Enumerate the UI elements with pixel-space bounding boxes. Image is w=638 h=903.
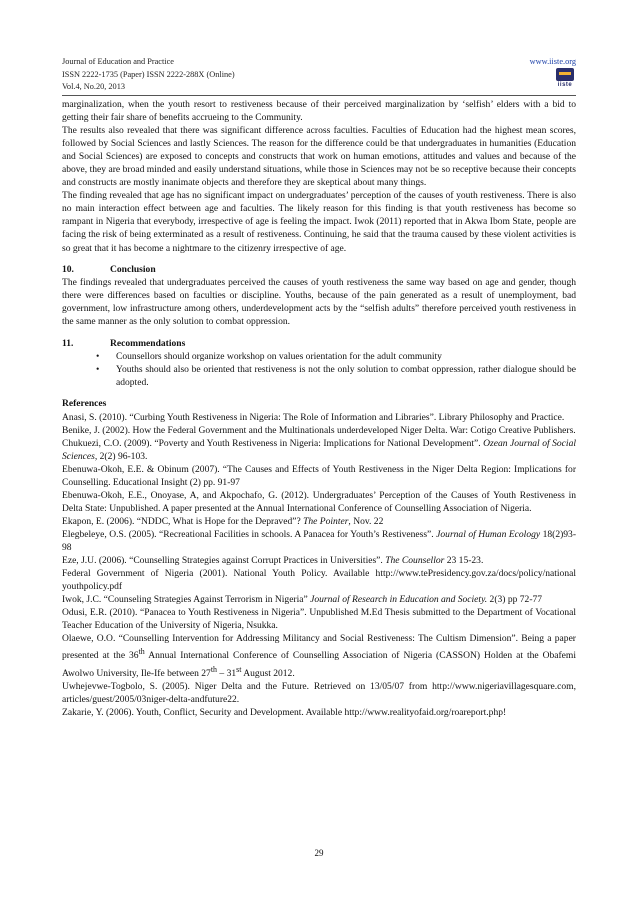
reference-entry: Iwok, J.C. “Counseling Strategies Against Terrorism in Nigeria” Journal of Research in Education and Society. 2(3) pp 72-77 [62,594,543,606]
website-link[interactable]: www.iiste.org [529,57,576,66]
reference-list [62,411,576,719]
reference-entry: Elegbeleye, O.S. (2005). “Recreational Facilities in schools. A Panacea for Youth’s Restiveness”. Journal of Human Ecology 18(2)93-98 [62,528,576,553]
reference-entry: Anasi, S. (2010). “Curbing Youth Restiveness in Nigeria: The Role of Information and Libraries”. Library Philosophy and Practice. [62,411,565,423]
body-paragraph-3: The finding revealed that age has no significant impact on undergraduates’ perception of the causes of youth restiveness. There is also no main interaction effect between age and faculties. The likely reason for this finding is that youth restiveness has become so rampant in Nigeria that everybody, irrespective of age is feeling the impact. Iwok (2011) reported that in Akwa Ibom State, people are facing the risk of being exterminated as a result of restiveness. Continuing, he said that the trauma caused by these violent activities is so great that it has become a nightmare to the citizenry irrespective of age. [62,190,576,254]
body-paragraph-1: marginalization, when the youth resort to restiveness because of their perceived marginalization by ‘selfish’ elders with a bid to getting their fair share of benefits accrueing to the Community. [62,99,576,124]
issn-line: ISSN 2222-1735 (Paper) ISSN 2222-288X (Online) [62,69,235,79]
reference-entry: Eze, J.U. (2006). “Counselling Strategies against Corrupt Practices in Universities”. The Counsellor 23 15-23. [62,555,484,567]
logo-text: iiste [557,82,573,88]
volume-line: Vol.4, No.20, 2013 [62,82,125,91]
reference-entry: Zakarie, Y. (2006). Youth, Conflict, Security and Development. Available http://www.realityofaid.org/roareport.php! [62,706,507,718]
logo-mark-icon [556,68,574,81]
section-number: 10. [62,264,74,276]
reference-entry: Chukuezi, C.O. (2009). “Poverty and Youth Restiveness in Nigeria: Implications for National Development”. Ozean Journal of Social Sciences, 2(2) 96-103. [62,437,576,462]
running-header [62,56,576,94]
reference-entry: Ekapon, E. (2006). “NDDC, What is Hope for the Depraved”? The Pointer, Nov. 22 [62,515,384,527]
header-divider [62,95,576,96]
reference-entry: Ebenuwa-Okoh, E.E. & Obinum (2007). “The Causes and Effects of Youth Restiveness in the Niger Delta Region: Implications for Counselling. Educational Insight (2) pp. 91-97 [62,463,576,488]
reference-entry: Ebenuwa-Okoh, E.E., Onoyase, A, and Akpochafo, G. (2012). Undergraduates’ Perception of the Causes of Youth Restiveness in Delta State: Unpublished. A paper presented at the Annual International Conference of Counselling Association of Nigeria. [62,489,576,514]
iiste-logo [554,68,576,92]
page-content [62,98,576,719]
recommendations-heading [62,337,576,350]
list-item: • Counsellors should organize workshop on values orientation for the adult community [62,350,576,363]
section-title: Conclusion [110,264,156,276]
conclusion-paragraph: The findings revealed that undergraduates perceived the causes of youth restiveness the same way based on age and gender, though there were differences based on faculties or discipline. Youths, because of the pain generated as a result of unemployment, bad government, low infrastructure among others, underdevelopment acts by the “selfish adults” therefore perceived youth restiveness in the same manner as the only solution to combat oppression. [62,277,576,328]
recommendations-list [62,350,576,389]
list-item: • Youths should also be oriented that restiveness is not the only solution to combat oppression, rather dialogue should be adopted. [62,363,576,389]
reference-entry: Federal Government of Nigeria (2001). National Youth Policy. Available http://www.tePresidency.gov.za/docs/policy/national youthpolicy.pdf [62,568,576,593]
conclusion-heading [62,263,576,276]
journal-name: Journal of Education and Practice [62,57,174,66]
section-number: 11. [62,337,74,349]
page-number: 29 [314,848,324,858]
section-title: Recommendations [110,337,186,349]
reference-entry: Olaewe, O.O. “Counselling Intervention for Addressing Militancy and Social Restiveness: The Cultism Dimension”. Being a paper presented at the 36th Annual International Conference of Counselling Association of Nigeria (CASSON) Holden at the Obafemi Awolwo University, Ile-Ife between 27th – 31st August 2012. [62,633,576,679]
references-heading: References [62,398,107,410]
reference-entry: Uwhejevwe-Togbolo, S. (2005). Niger Delta and the Future. Retrieved on 13/05/07 from http://www.nigeriavillagesquare.com, articles/guest/2005/03niger-delta-andfuture22. [62,680,576,705]
body-paragraph-2: The results also revealed that there was significant difference across faculties. Faculties of Education had the highest mean scores, followed by Social Sciences and lastly Sciences. The reason for the difference could be that undergraduates in humanities (Education and Social Sciences) are exposed to concepts and constructs that work on human emotions, attitudes and values and because of the above, they are broad minded and easily understand situations, while those in Sciences may not be so receptive because their concepts and constructs are mostly inanimate objects and therefore they are skeptical about many things. [62,125,576,189]
reference-entry: Odusi, E.R. (2010). “Panacea to Youth Restiveness in Nigeria”. Unpublished M.Ed Thesis submitted to the Department of Vocational Teacher Education of the University of Nigeria, Nsukka. [62,607,576,632]
reference-entry: Benike, J. (2002). How the Federal Government and the Multinationals underdeveloped Niger Delta. War: Cotigo Creative Publishers. [62,424,576,436]
